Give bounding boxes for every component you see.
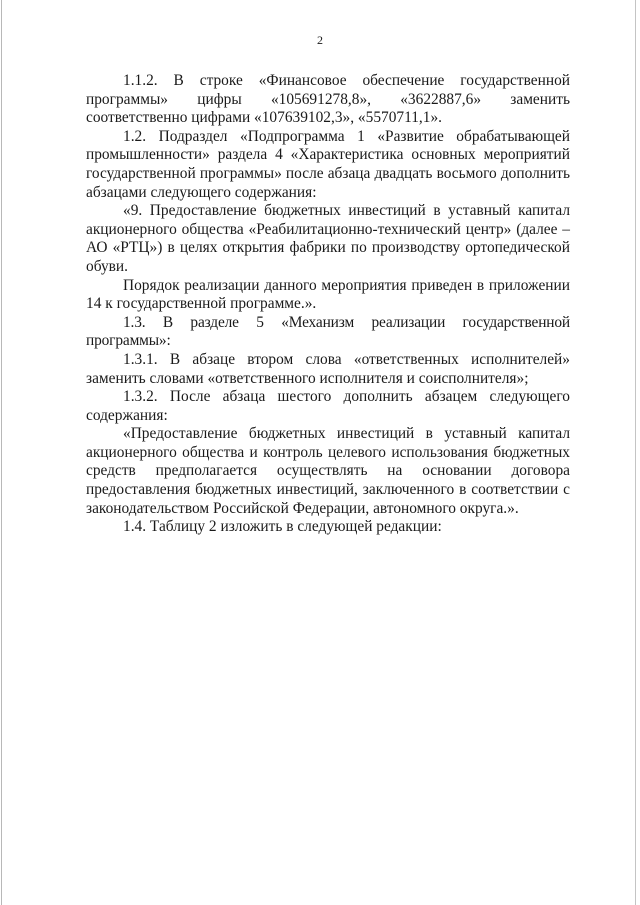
paragraph-1-3: 1.3. В разделе 5 «Механизм реализации государственной программы»:	[86, 313, 570, 350]
paragraph-1-1-2: 1.1.2. В строке «Финансовое обеспечение государственной программы» цифры «105691278,8», «3622887,6» заменить соответственно цифрами «107639102,3», «5570711,1».	[86, 72, 570, 127]
document-body	[86, 72, 570, 537]
paragraph-1-3-2: 1.3.2. После абзаца шестого дополнить абзацем следующего содержания:	[86, 388, 570, 424]
paragraph-1-2: 1.2. Подраздел «Подпрограмма 1 «Развитие обрабатывающей промышленности» раздела 4 «Характеристика основных мероприятий государственной программы» после абзаца двадцать восьмого дополнить абзацами следующего содержания:	[86, 127, 570, 201]
scan-edge-right	[635, 0, 636, 905]
page-number: 2	[317, 33, 323, 47]
paragraph-quote-control: «Предоставление бюджетных инвестиций в уставный капитал акционерного общества и контроль целевого использования бюджетных средств предполагается осуществлять на основании договора предоставления бюджетных инвестиций, заключенного в соответствии с законодательством Российской Федерации, автономного округа.».	[86, 425, 570, 517]
scan-edge-left	[1, 0, 2, 905]
paragraph-procedure: Порядок реализации данного мероприятия приведен в приложении 14 к государственной программе.».	[86, 276, 570, 313]
paragraph-quote-investment: «9. Предоставление бюджетных инвестиций в уставный капитал акционерного общества «Реабилитационно-технический центр» (далее – АО «РТЦ») в целях открытия фабрики по производству ортопедической обуви.	[86, 202, 570, 275]
paragraph-1-3-1: 1.3.1. В абзаце втором слова «ответственных исполнителей» заменить словами «ответственного исполнителя и соисполнителя»;	[86, 350, 570, 387]
paragraph-1-4: 1.4. Таблицу 2 изложить в следующей редакции:	[123, 518, 442, 536]
